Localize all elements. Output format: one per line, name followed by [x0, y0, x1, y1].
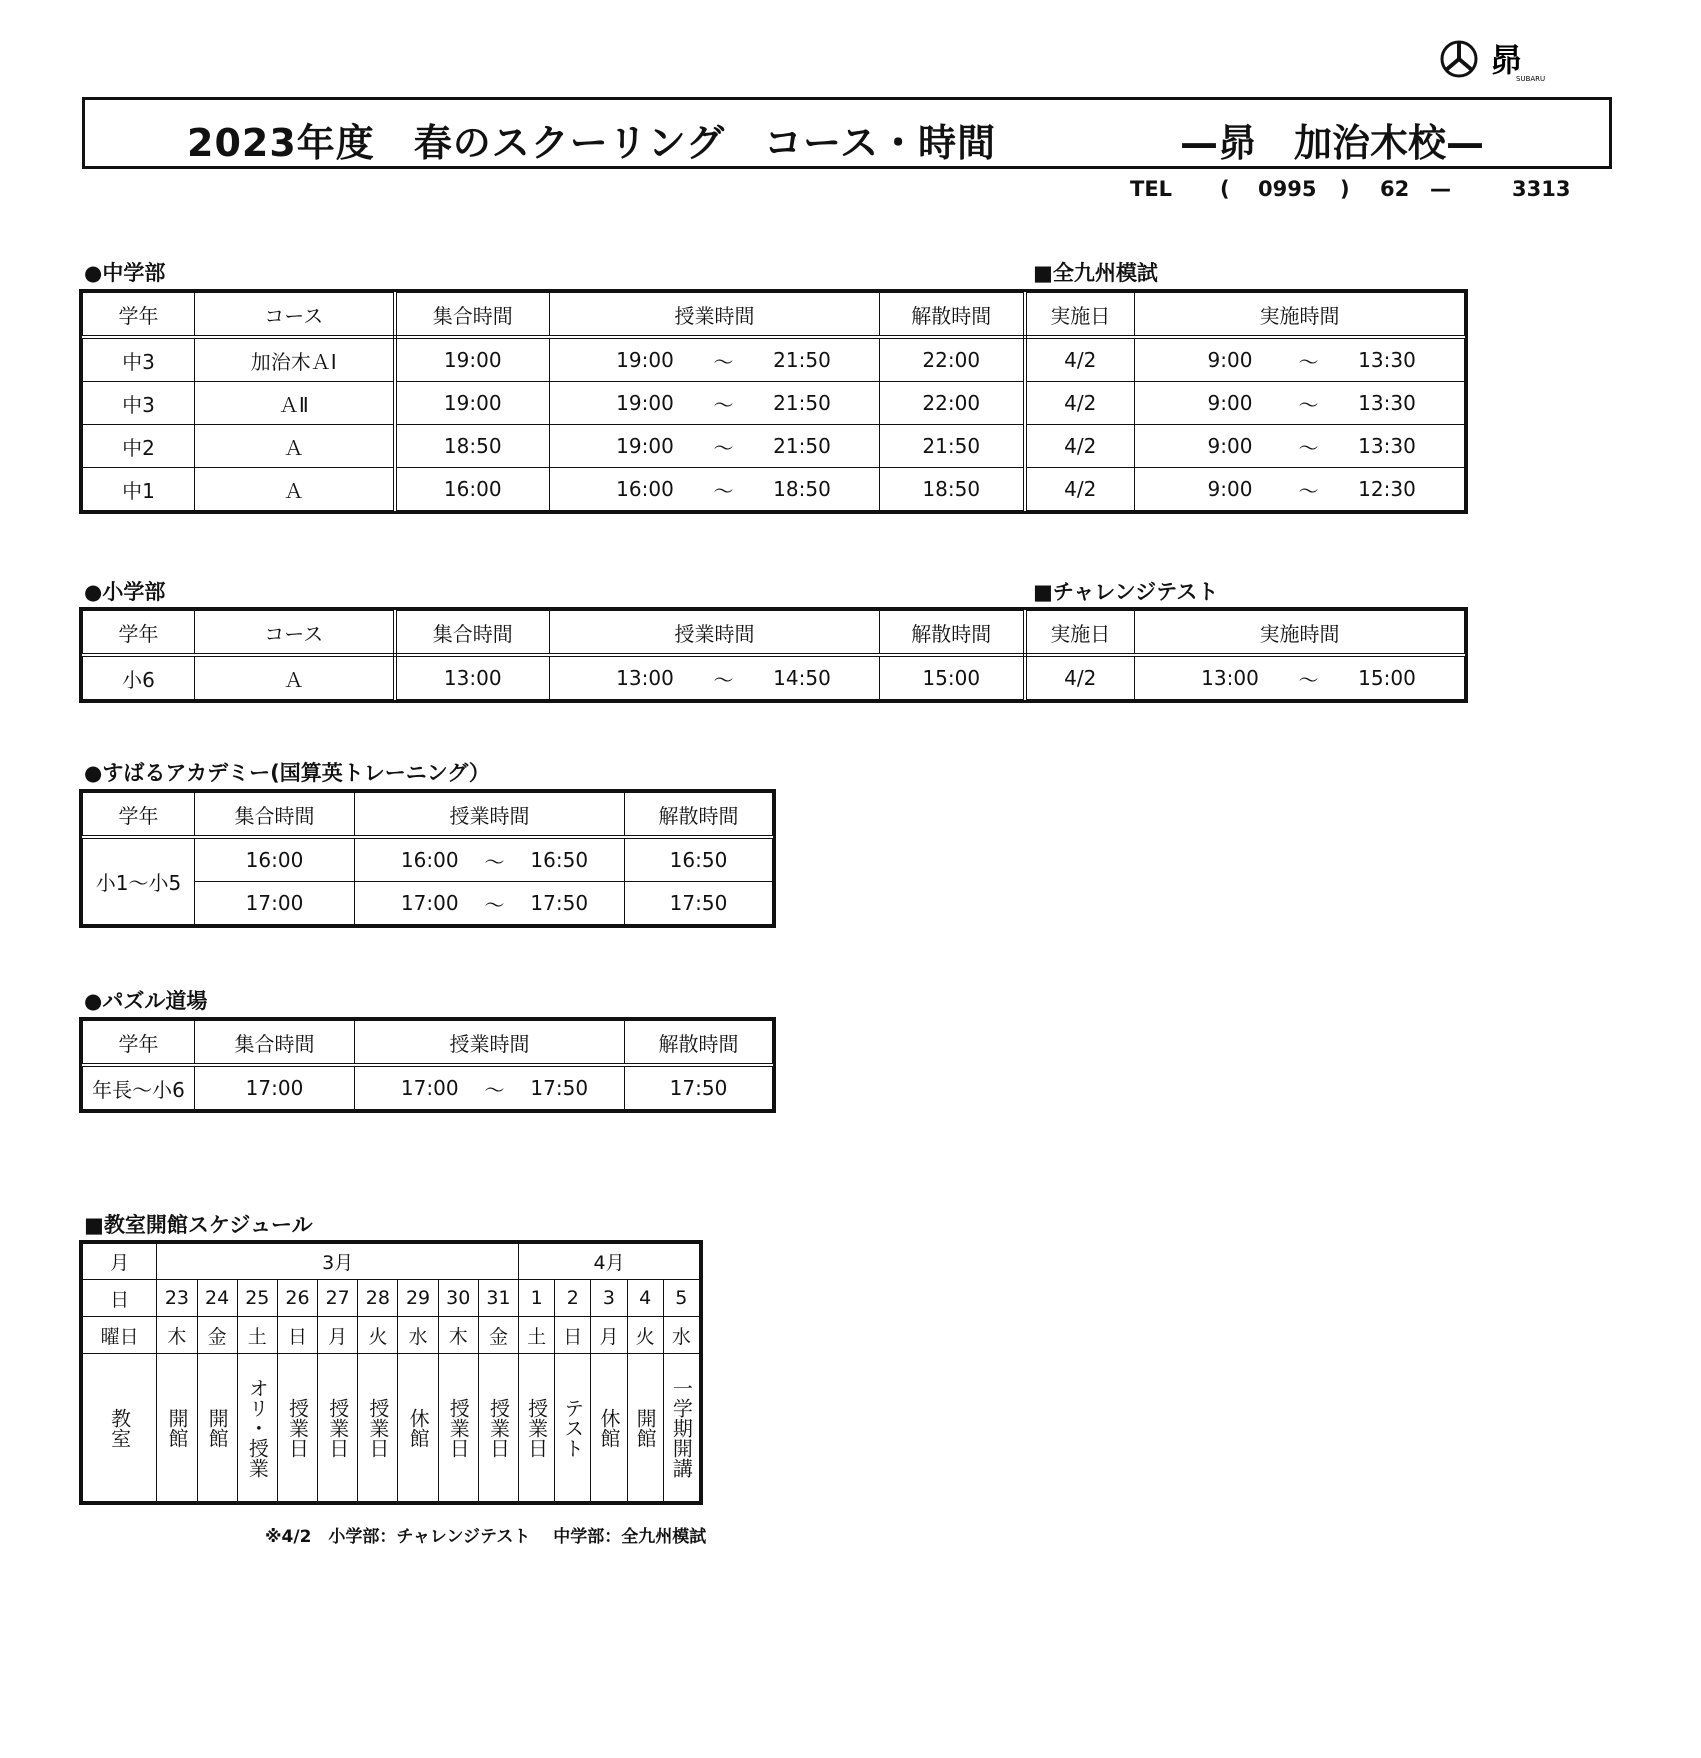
logo	[1440, 38, 1560, 84]
status-text: 開館	[164, 1407, 189, 1448]
status-cell	[277, 1354, 317, 1502]
end-time: 14:50	[773, 666, 831, 690]
range-sep: ～	[484, 849, 505, 874]
status-text: 開館	[633, 1407, 658, 1448]
exam-time-cell	[1135, 382, 1465, 425]
col-header: 授業時間	[355, 1021, 625, 1066]
start-time: 17:00	[400, 891, 459, 915]
exam-date-cell: 4/2	[1025, 655, 1135, 700]
row-label: 日	[83, 1280, 157, 1317]
day-cell: 31	[478, 1280, 518, 1317]
range-sep: ～	[713, 435, 734, 460]
gather-cell: 17:00	[195, 1065, 355, 1110]
weekday-cell: 金	[197, 1317, 237, 1354]
grade-cell: 中3	[83, 382, 195, 425]
table-header-row	[83, 1021, 773, 1066]
status-cell	[237, 1354, 277, 1502]
gather-cell: 17:00	[195, 882, 355, 925]
course-cell: Ａ	[195, 425, 395, 468]
exam-time-cell	[1135, 655, 1465, 700]
title-box	[82, 97, 1612, 169]
table-row	[83, 382, 1465, 425]
academy-section-title: ●すばるアカデミー(国算英トレーニング）	[84, 761, 490, 785]
exam-date-cell: 4/2	[1025, 382, 1135, 425]
start-time: 16:00	[400, 848, 459, 872]
exam-end: 13:30	[1358, 348, 1416, 372]
gather-cell: 19:00	[395, 382, 550, 425]
day-cell: 4	[627, 1280, 663, 1317]
col-header: 学年	[83, 793, 195, 838]
range-sep: ～	[484, 892, 505, 917]
day-cell: 23	[157, 1280, 197, 1317]
start-time: 13:00	[616, 666, 674, 690]
exam-end: 15:00	[1358, 666, 1416, 690]
range-sep: ～	[713, 392, 734, 417]
dismiss-cell: 15:00	[880, 655, 1025, 700]
start-time: 19:00	[616, 434, 674, 458]
range-sep: ～	[1298, 667, 1319, 692]
col-header: 解散時間	[880, 611, 1025, 656]
weekday-cell: 水	[663, 1317, 699, 1354]
day-cell: 27	[318, 1280, 358, 1317]
weekday-cell: 土	[519, 1317, 555, 1354]
exam-start: 13:00	[1201, 666, 1259, 690]
tel-line	[1130, 177, 1570, 205]
table-row	[83, 1065, 773, 1110]
gather-cell: 13:00	[395, 655, 550, 700]
start-time: 19:00	[616, 348, 674, 372]
school-name: —昴 加治木校—	[1180, 121, 1485, 165]
tel-area: 0995	[1258, 177, 1317, 201]
status-text: 授業日	[325, 1397, 350, 1458]
tel-exchange: 62	[1380, 177, 1410, 201]
range-sep: ～	[1298, 349, 1319, 374]
exam-end: 13:30	[1358, 434, 1416, 458]
status-text: 授業日	[486, 1397, 511, 1458]
col-header: 授業時間	[550, 293, 880, 338]
course-cell: Ａ	[195, 655, 395, 700]
start-time: 17:00	[400, 1076, 459, 1100]
col-header: 解散時間	[625, 793, 773, 838]
weekday-cell: 火	[627, 1317, 663, 1354]
dismiss-cell: 18:50	[880, 468, 1025, 511]
room-row	[83, 1354, 700, 1502]
gather-cell: 19:00	[395, 337, 550, 382]
gather-cell: 16:00	[395, 468, 550, 511]
status-cell	[398, 1354, 438, 1502]
row-label	[83, 1354, 157, 1502]
table-row	[83, 337, 1465, 382]
schedule-section-title: ■教室開館スケジュール	[84, 1213, 313, 1237]
dismiss-cell: 22:00	[880, 337, 1025, 382]
exam-time-cell	[1135, 468, 1465, 511]
grade-cell: 年長～小6	[83, 1065, 195, 1110]
month-row	[83, 1244, 700, 1280]
status-text: 休館	[406, 1407, 431, 1448]
exam-time-cell	[1135, 425, 1465, 468]
day-cell: 2	[555, 1280, 591, 1317]
end-time: 21:50	[773, 348, 831, 372]
exam-start: 9:00	[1207, 477, 1253, 501]
exam-date-cell: 4/2	[1025, 468, 1135, 511]
exam-date-cell: 4/2	[1025, 337, 1135, 382]
tel-dash: —	[1430, 177, 1451, 201]
puzzle-table	[82, 1020, 773, 1110]
col-header: 学年	[83, 1021, 195, 1066]
dismiss-cell: 17:50	[625, 1065, 773, 1110]
weekday-cell: 木	[438, 1317, 478, 1354]
start-time: 19:00	[616, 391, 674, 415]
class-time-cell	[355, 837, 625, 882]
range-sep: ～	[713, 349, 734, 374]
grade-cell: 中1	[83, 468, 195, 511]
day-cell: 29	[398, 1280, 438, 1317]
exam-start: 9:00	[1207, 434, 1253, 458]
month-cell: 3月	[157, 1244, 519, 1280]
middle-table	[82, 292, 1465, 511]
day-cell: 1	[519, 1280, 555, 1317]
end-time: 21:50	[773, 434, 831, 458]
status-text: オリ・授業	[245, 1377, 270, 1478]
grade-cell: 小1～小5	[83, 837, 195, 925]
status-text: 一学期開講	[669, 1377, 694, 1478]
end-time: 18:50	[773, 477, 831, 501]
class-time-cell	[550, 382, 880, 425]
grade-cell: 中2	[83, 425, 195, 468]
schedule-note: ※4/2 小学部：チャレンジテスト 中学部：全九州模試	[265, 1527, 707, 1547]
tel-label: TEL	[1130, 177, 1173, 201]
dismiss-cell: 22:00	[880, 382, 1025, 425]
col-header: 解散時間	[625, 1021, 773, 1066]
dismiss-cell: 16:50	[625, 837, 773, 882]
room-label: 教室	[107, 1407, 132, 1448]
range-sep: ～	[713, 478, 734, 503]
end-time: 17:50	[530, 891, 589, 915]
col-header: 学年	[83, 293, 195, 338]
day-row	[83, 1280, 700, 1317]
status-cell	[197, 1354, 237, 1502]
exam-time-cell	[1135, 337, 1465, 382]
status-cell	[663, 1354, 699, 1502]
col-header: 学年	[83, 611, 195, 656]
status-text: 授業日	[285, 1397, 310, 1458]
course-cell: Ａ	[195, 468, 395, 511]
col-header: コース	[195, 611, 395, 656]
dismiss-cell: 21:50	[880, 425, 1025, 468]
academy-table	[82, 792, 773, 925]
tel-number: 3313	[1512, 177, 1571, 201]
col-header: 集合時間	[395, 611, 550, 656]
col-header: 実施時間	[1135, 293, 1465, 338]
status-cell	[438, 1354, 478, 1502]
status-text: テスト	[560, 1397, 585, 1458]
row-label: 曜日	[83, 1317, 157, 1354]
col-header: 集合時間	[195, 793, 355, 838]
gather-cell: 16:00	[195, 837, 355, 882]
range-sep: ～	[713, 667, 734, 692]
day-cell: 24	[197, 1280, 237, 1317]
grade-cell: 小6	[83, 655, 195, 700]
month-cell: 4月	[519, 1244, 700, 1280]
col-header: 集合時間	[195, 1021, 355, 1066]
status-cell	[591, 1354, 627, 1502]
table-row	[83, 655, 1465, 700]
col-header: 集合時間	[395, 293, 550, 338]
row-label: 月	[83, 1244, 157, 1280]
status-cell	[358, 1354, 398, 1502]
weekday-cell: 月	[318, 1317, 358, 1354]
grade-cell: 中3	[83, 337, 195, 382]
elementary-exam-title: ■チャレンジテスト	[1033, 580, 1219, 604]
class-time-cell	[355, 1065, 625, 1110]
status-cell	[555, 1354, 591, 1502]
exam-start: 9:00	[1207, 348, 1253, 372]
range-sep: ～	[1298, 392, 1319, 417]
col-header: 実施時間	[1135, 611, 1465, 656]
dismiss-cell: 17:50	[625, 882, 773, 925]
day-cell: 5	[663, 1280, 699, 1317]
col-header: 解散時間	[880, 293, 1025, 338]
col-header: 授業時間	[355, 793, 625, 838]
end-time: 17:50	[530, 1076, 589, 1100]
class-time-cell	[550, 468, 880, 511]
day-cell: 3	[591, 1280, 627, 1317]
middle-exam-title: ■全九州模試	[1033, 261, 1158, 285]
course-cell: ＡⅡ	[195, 382, 395, 425]
weekday-cell: 日	[555, 1317, 591, 1354]
page-title: 2023年度 春のスクーリング コース・時間	[187, 121, 997, 165]
day-cell: 25	[237, 1280, 277, 1317]
logo-mark-icon	[1440, 38, 1560, 84]
tel-close: )	[1340, 177, 1350, 201]
range-sep: ～	[1298, 435, 1319, 460]
elementary-table	[82, 610, 1465, 700]
table-header-row	[83, 611, 1465, 656]
col-header: コース	[195, 293, 395, 338]
table-row	[83, 425, 1465, 468]
table-row	[83, 837, 773, 882]
gather-cell: 18:50	[395, 425, 550, 468]
status-text: 授業日	[524, 1397, 549, 1458]
logo-text: 昴	[1490, 41, 1523, 79]
weekday-cell: 木	[157, 1317, 197, 1354]
middle-section-title: ●中学部	[84, 261, 166, 285]
course-cell: 加治木ＡⅠ	[195, 337, 395, 382]
col-header: 実施日	[1025, 293, 1135, 338]
col-header: 実施日	[1025, 611, 1135, 656]
weekday-cell: 土	[237, 1317, 277, 1354]
weekday-cell: 月	[591, 1317, 627, 1354]
day-cell: 28	[358, 1280, 398, 1317]
range-sep: ～	[1298, 478, 1319, 503]
puzzle-section-title: ●パズル道場	[84, 989, 208, 1013]
weekday-cell: 金	[478, 1317, 518, 1354]
status-text: 休館	[596, 1407, 621, 1448]
day-cell: 26	[277, 1280, 317, 1317]
exam-date-cell: 4/2	[1025, 425, 1135, 468]
weekday-cell: 水	[398, 1317, 438, 1354]
day-cell: 30	[438, 1280, 478, 1317]
col-header: 授業時間	[550, 611, 880, 656]
end-time: 21:50	[773, 391, 831, 415]
status-cell	[627, 1354, 663, 1502]
exam-end: 13:30	[1358, 391, 1416, 415]
tel-open: (	[1220, 177, 1230, 201]
exam-start: 9:00	[1207, 391, 1253, 415]
status-cell	[157, 1354, 197, 1502]
start-time: 16:00	[616, 477, 674, 501]
table-header-row	[83, 293, 1465, 338]
status-text: 授業日	[365, 1397, 390, 1458]
schedule-table	[82, 1243, 700, 1502]
status-cell	[318, 1354, 358, 1502]
logo-sub-text: SUBARU	[1516, 75, 1546, 83]
class-time-cell	[550, 337, 880, 382]
weekday-cell: 火	[358, 1317, 398, 1354]
end-time: 16:50	[530, 848, 589, 872]
elementary-section-title: ●小学部	[84, 580, 166, 604]
status-cell	[478, 1354, 518, 1502]
exam-end: 12:30	[1358, 477, 1416, 501]
class-time-cell	[550, 425, 880, 468]
weekday-row	[83, 1317, 700, 1354]
status-cell	[519, 1354, 555, 1502]
table-row	[83, 468, 1465, 511]
weekday-cell: 日	[277, 1317, 317, 1354]
range-sep: ～	[484, 1077, 505, 1102]
class-time-cell	[355, 882, 625, 925]
status-text: 授業日	[446, 1397, 471, 1458]
class-time-cell	[550, 655, 880, 700]
status-text: 開館	[205, 1407, 230, 1448]
table-header-row	[83, 793, 773, 838]
